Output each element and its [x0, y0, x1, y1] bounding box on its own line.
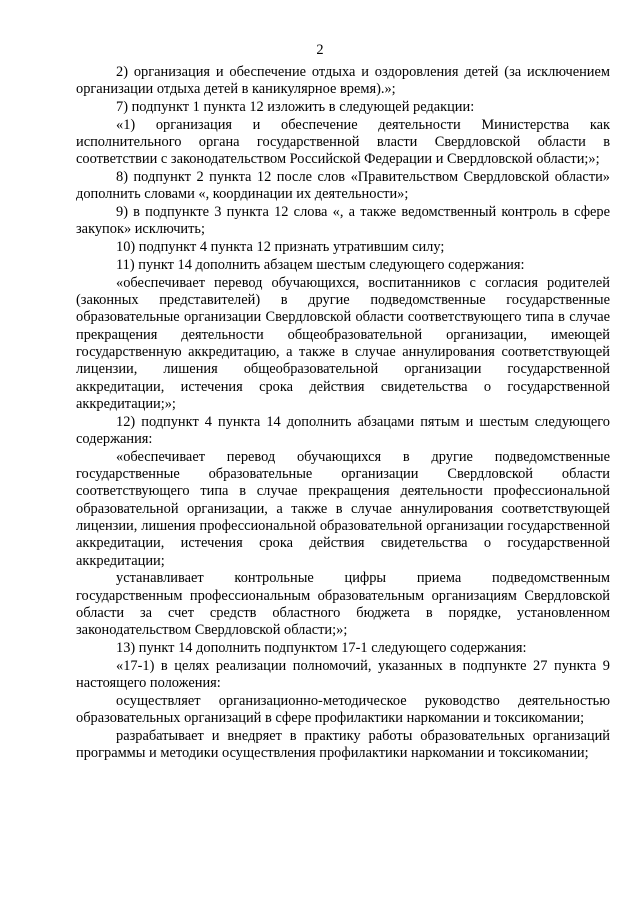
paragraph: «обеспечивает перевод обучающихся в другие подведомственные государственные образовательные организации Свердловской области соответствующего типа в случае прекращения деятельности профессиональной образовательной организации, а также в случае аннулирования соответствующей лицензии, лишения профессиональной образовательной организации государственной аккредитации, истечения срока действия свидетельства о государственной аккредитации;: [76, 448, 610, 569]
paragraph: 7) подпункт 1 пункта 12 изложить в следующей редакции:: [116, 99, 475, 116]
page-number: 2: [316, 42, 324, 58]
paragraph: 8) подпункт 2 пункта 12 после слов «Правительством Свердловской области» дополнить словами «, координации их деятельности»;: [76, 169, 610, 203]
paragraph: 9) в подпункте 3 пункта 12 слова «, а также ведомственный контроль в сфере закупок» исключить;: [76, 204, 610, 238]
paragraph: 12) подпункт 4 пункта 14 дополнить абзацами пятым и шестым следующего содержания:: [76, 413, 610, 447]
paragraph: 13) пункт 14 дополнить подпунктом 17-1 следующего содержания:: [116, 640, 527, 657]
paragraph: 10) подпункт 4 пункта 12 признать утратившим силу;: [116, 239, 445, 256]
paragraph: 11) пункт 14 дополнить абзацем шестым следующего содержания:: [116, 256, 525, 273]
paragraph: устанавливает контрольные цифры приема подведомственным государственным профессиональным образовательным организациям Свердловской области за счет средств областного бюджета в порядке, установленном законодательством Свердловской области;»;: [76, 570, 610, 639]
document-body: [76, 64, 610, 763]
paragraph: разрабатывает и внедряет в практику работы образовательных организаций программы и методики осуществления профилактики наркомании и токсикомании;: [76, 727, 610, 762]
paragraph: «17-1) в целях реализации полномочий, указанных в подпункте 27 пункта 9 настоящего положения:: [76, 657, 610, 692]
paragraph: «обеспечивает перевод обучающихся, воспитанников с согласия родителей (законных представителей) в другие подведомственные государственные образовательные организации Свердловской области соответствующего типа в случае прекращения деятельности общеобразовательной организации, имеющей государственную аккредитацию, а также в случае аннулирования соответствующей лицензии, лишения общеобразовательной организации государственной аккредитации, истечения срока действия свидетельства о государственной аккредитации;»;: [76, 274, 610, 412]
paragraph: осуществляет организационно-методическое руководство деятельностью образовательных организаций в сфере профилактики наркомании и токсикомании;: [76, 692, 610, 727]
paragraph: «1) организация и обеспечение деятельности Министерства как исполнительного органа государственной власти Свердловской области в соответствии с законодательством Российской Федерации и Свердловской области;»;: [76, 116, 610, 168]
paragraph: 2) организация и обеспечение отдыха и оздоровления детей (за исключением организации отдыха детей в каникулярное время).»;: [76, 64, 610, 98]
